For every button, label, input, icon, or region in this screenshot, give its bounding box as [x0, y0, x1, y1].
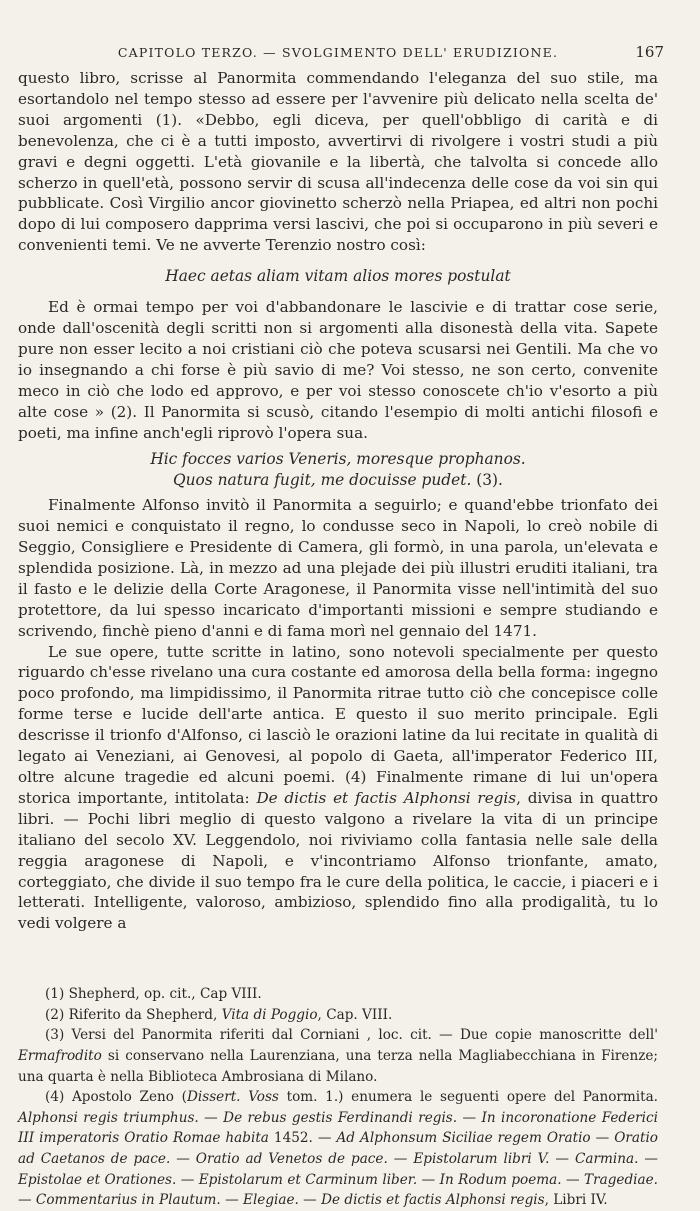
paragraph-1: questo libro, scrisse al Panormita commendando l'eleganza del suo stile, ma esortandolo nel tempo stesso ad essere per l'avvenire più delicato nella scelta de' suoi argomenti (1). «Debbo, egli diceva, per quell'obbligo di carità e di benevolenza, che ci è a tutti imposto, avvertirvi di rivolgere i vostri studi a più gravi e degni oggetti. L'età giovanile e la libertà, che talvolta si concede allo scherzo in quell'età, possono servir di scusa all'indecenza delle cose da voi sin qui pubblicate. Così Virgilio ancor giovinetto scherzò nella Priapea, ed altri non pochi dopo di lui composero dapprima versi lascivi, che poi si occuparono in più severi e convenienti temi. Ve ne avverte Terenzio nostro così: — [18, 69, 658, 255]
footnote-2 — [18, 1005, 658, 1026]
footnote-4 — [18, 1087, 658, 1211]
verse-line-2 — [18, 470, 658, 491]
separator: — — [457, 1109, 482, 1126]
paragraph-4 — [18, 642, 658, 935]
separator: — — [170, 1151, 196, 1167]
work-2: De rebus gestis Ferdinandi regis. — [223, 1109, 458, 1126]
work-8: Carmina. — [574, 1151, 639, 1167]
work-11: In Rodum poema. — [439, 1171, 562, 1188]
work-5: Oratio ad Caetanos de pace. — [18, 1130, 658, 1167]
separator: — — [387, 1151, 414, 1167]
footnote-2-title: Vita di Poggio — [221, 1006, 318, 1023]
paragraph-4-end: , divisa in quattro libri. — Pochi libri meglio di questo valgono a rivelare la vita di un principe italiano del secolo XV. Leggendolo, noi riviviamo colla fantasia nelle sale della reggia aragonese di Napoli, e v'incontriamo Alfonso trionfante, amato, corteggiato, che divide il suo tempo fra le cure della politica, le caccie, i piaceri e i letterati. Intelligente, valoroso, ambizioso, splendido fino alla prodigalità, tu lo vedi volgere a — [18, 788, 658, 933]
work-title: De dictis et factis Alphonsi regis — [256, 788, 517, 807]
work-3-year: 1452. — — [268, 1130, 337, 1147]
chapter-title: CAPITOLO TERZO. — SVOLGIMENTO DELL' ERUDIZIONE. — [117, 45, 559, 60]
work-15: De dictis et factis Alphonsi regis — [321, 1192, 545, 1209]
separator: — — [298, 1192, 322, 1209]
footnote-3-text: (3) Versi del Panormita riferiti dal Corniani , loc. cit. — Due copie manoscritte dell' — [45, 1027, 658, 1044]
work-3: In incoronatione Federici III imperatoris Oratio Romae habita — [18, 1109, 658, 1147]
footnote-1: (1) Shepherd, op. cit., Cap VIII. — [45, 986, 262, 1003]
footnote-3-title: Ermafrodito — [18, 1048, 102, 1065]
page-number: 167 — [635, 43, 664, 61]
work-6: Oratio ad Venetos de pace. — [195, 1151, 388, 1167]
separator: — — [198, 1109, 224, 1126]
footnote-4-text: (4) Apostolo Zeno ( — [45, 1089, 187, 1106]
footnote-3 — [18, 1025, 658, 1087]
footnotes — [18, 984, 658, 1211]
running-header — [18, 42, 664, 64]
work-13: Commentarius in Plautum. — [35, 1192, 221, 1209]
separator: — — [549, 1151, 575, 1167]
work-14: Elegiae. — [243, 1192, 299, 1209]
work-9: Epistolae et Orationes. — [18, 1171, 177, 1188]
footnote-4-source: Dissert. Voss — [186, 1089, 279, 1106]
work-1: Alphonsi regis triumphus. — [18, 1109, 199, 1126]
work-10: Epistolarum et Carminum liber. — [198, 1171, 418, 1188]
separator: — — [561, 1171, 585, 1188]
separator: — — [220, 1192, 244, 1209]
separator: — — [417, 1171, 440, 1188]
main-text — [18, 68, 658, 934]
work-4: Ad Alphonsum Siciliae regem Oratio — [336, 1130, 591, 1147]
work-7: Epistolarum libri V. — [413, 1151, 550, 1167]
footnote-2-text: (2) Riferito da Shepherd, — [45, 1006, 222, 1023]
separator: — — [176, 1171, 199, 1188]
separator: — — [590, 1130, 615, 1147]
footnote-4-end: , Libri IV. — [544, 1192, 608, 1209]
separator: — — [638, 1151, 658, 1167]
verse-quote-1: Haec aetas aliam vitam alios mores postulat — [165, 267, 511, 286]
verse-line-2-text: Quos natura fugit, me docuisse pudet. — [173, 471, 472, 490]
work-12: Tragediae. — [584, 1171, 658, 1188]
footnote-4-intro: tom. 1.) enumera le seguenti opere del Panormita. — [278, 1089, 659, 1106]
footnote-2-end: , Cap. VIII. — [317, 1006, 393, 1023]
separator: — — [18, 1192, 36, 1209]
footnote-ref-3: (3). — [471, 471, 503, 490]
paragraph-2: Ed è ormai tempo per voi d'abbandonare le lascivie e di trattar cose serie, onde dall'oscenità degli scritti non si argomenti alla disonestà della vita. Sapete pure non esser lecito a noi cristiani ciò che poteva scusarsi nei Gentili. Ma che vo io insegnando a chi forse è più savio di me? Voi stesso, ne son certo, convenite meco in ciò che lodo ed approvo, e per voi stesso conoscete ch'io v'esorto a più alte cose » (2). Il Panormita si scusò, citando l'esempio di molti antichi filosofi e poeti, ma infine anch'egli riprovò l'opera sua. — [18, 298, 658, 442]
paragraph-4-start: Le sue opere, tutte scritte in latino, sono notevoli specialmente per questo riguardo ch'esse rivelano una cura costante ed amorosa della bella forma: ingegno poco profondo, ma limpidissimo, il Panormita ritrae tutto ciò che concepisce colle forme terse e lucide dell'arte antica. E questo il suo merito principale. Egli descrisse il trionfo d'Alfonso, ci lasciò le orazioni latine da lui recitate in qualità di legato ai Veneziani, ai Genovesi, al popolo di Gaeta, all'imperator Federico III, oltre alcune tragedie ed alcuni poemi. (4) Finalmente rimane di lui un'opera storica importante, intitolata: — [18, 642, 658, 807]
paragraph-3: Finalmente Alfonso invitò il Panormita a seguirlo; e quand'ebbe trionfato dei suoi nemici e conquistato il regno, lo condusse seco in Napoli, lo creò nobile di Seggio, Consigliere e Presidente di Camera, gli formò, in una parola, un'elevata e splendida posizione. Là, in mezzo ad una plejade dei più illustri eruditi italiani, tra il fasto e le delizie della Corte Aragonese, il Panormita visse nell'intimità del suo protettore, da lui spesso incaricato d'importanti missioni e sempre studiando e scrivendo, finchè pieno d'anni e di fama morì nel gennaio del 1471. — [18, 496, 658, 640]
verse-quote-2 — [18, 449, 658, 491]
verse-line-1: Hic focces varios Veneris, moresque prophanos. — [150, 450, 526, 469]
footnote-3-end: si conservano nella Laurenziana, una terza nella Magliabecchiana in Firenze; una quarta è nella Biblioteca Ambrosiana di Milano. — [18, 1048, 658, 1085]
